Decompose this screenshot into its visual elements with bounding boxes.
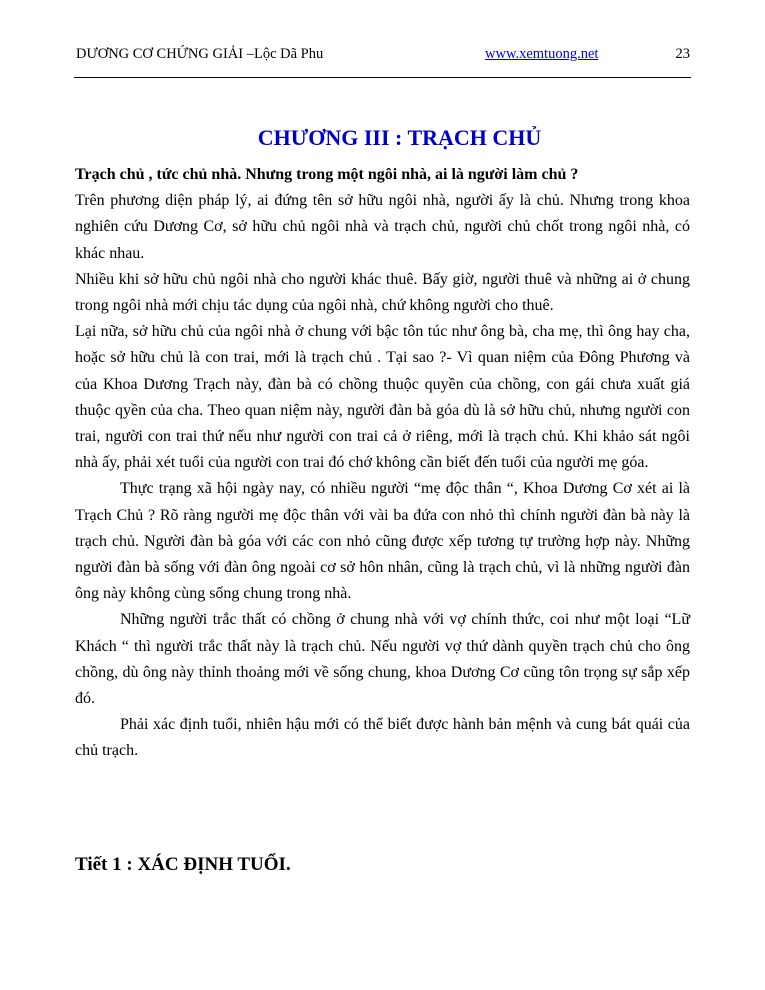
paragraph: Trên phương diện pháp lý, ai đứng tên sở hữu ngôi nhà, người ấy là chủ. Nhưng trong khoa nghiên cứu Dương Cơ, sở hữu chủ ngôi nhà và trạch chủ, người chủ chốt trong ngôi nhà, có khác nhau. xyxy=(75,192,690,262)
section-heading: Tiết 1 : XÁC ĐỊNH TUỔI. xyxy=(75,854,291,875)
body-text xyxy=(75,162,690,765)
website-link[interactable]: www.xemtuong.net xyxy=(485,46,599,62)
paragraph: Lại nữa, sở hữu chủ của ngôi nhà ở chung với bậc tôn túc như ông bà, cha mẹ, thì ông hay cha, hoặc sở hữu chủ là con trai, mới là trạch chủ . Tại sao ?- Vì quan niệm của Đông Phương và của Khoa Dương Trạch này, đàn bà có chồng thuộc quyền của chồng, con gái chưa xuất giá thuộc qyền của cha. Theo quan niệm này, người đàn bà góa dù là sở hữu chủ, nhưng người con trai, người con trai thứ nếu như người con trai cả ở riêng, mới là trạch chủ. Khi khảo sát ngôi nhà ấy, phải xét tuổi của người con trai đó chớ không cần biết đến tuổi của người mẹ góa. xyxy=(75,323,690,472)
header-title: DƯƠNG CƠ CHỨNG GIẢI –Lộc Dã Phu xyxy=(76,46,324,62)
page-number: 23 xyxy=(675,46,690,62)
chapter-title: CHƯƠNG III : TRẠCH CHỦ xyxy=(257,125,542,150)
paragraph: Nhiều khi sở hữu chủ ngôi nhà cho người khác thuê. Bấy giờ, người thuê và những ai ở chung trong ngôi nhà mới chịu tác dụng của ngôi nhà, chứ không người cho thuê. xyxy=(75,270,690,315)
paragraph: Thực trạng xã hội ngày nay, có nhiều người “mẹ độc thân “, Khoa Dương Cơ xét ai là Trạch Chủ ? Rõ ràng người mẹ độc thân với vài ba đứa con nhỏ thì chính người đàn bà này là trạch chủ. Người đàn bà góa với các con nhỏ cũng được xếp tương tự trường hợp này. Những người đàn bà sống với đàn ông ngoài cơ sở hôn nhân, cũng là trạch chủ, vì là những người đàn ông này không cùng sống chung trong nhà. xyxy=(75,480,690,603)
header-divider xyxy=(74,77,691,78)
paragraph: Phải xác định tuổi, nhiên hậu mới có thể biết được hành bản mệnh và cung bát quái của chủ trạch. xyxy=(75,716,690,760)
lead-question: Trạch chủ , tức chủ nhà. Nhưng trong một ngôi nhà, ai là người làm chủ ? xyxy=(75,166,579,183)
page-header xyxy=(76,46,692,66)
paragraph: Những người trắc thất có chồng ở chung nhà với vợ chính thức, coi như một loại “Lữ Khách “ thì người trắc thất này là trạch chủ. Nếu người vợ thứ dành quyền trạch chủ cho ông chồng, dù ông này thỉnh thoảng mới về sống chung, khoa Dương Cơ cũng tôn trọng sự sắp xếp đó. xyxy=(75,611,690,708)
